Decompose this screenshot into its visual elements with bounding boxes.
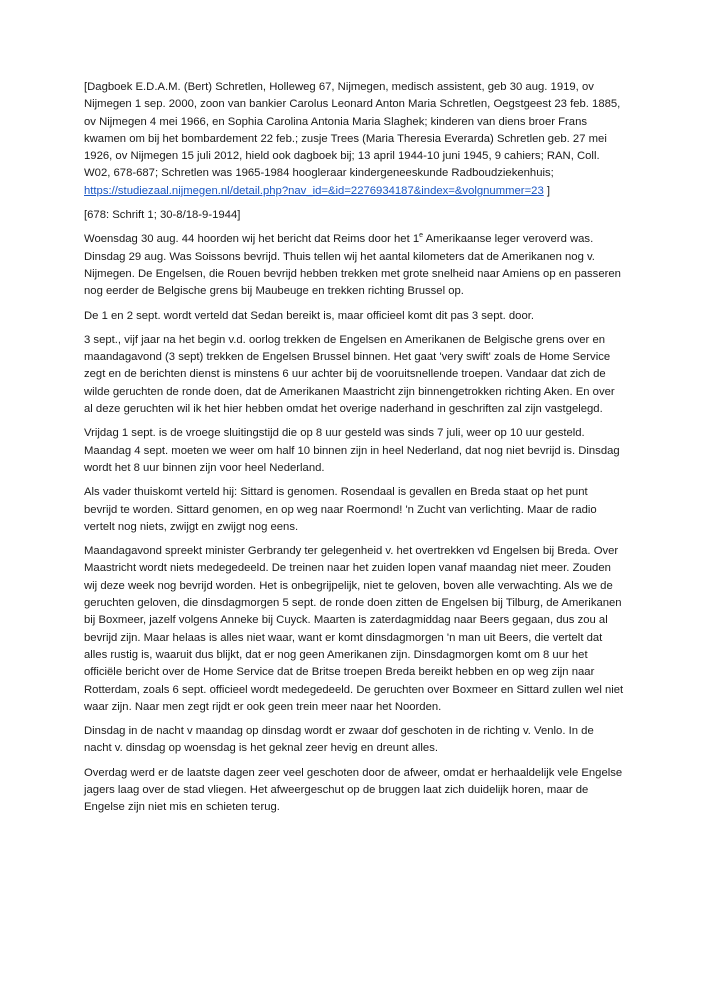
superscript-e: e: [419, 232, 424, 240]
section-reference: [678: Schrift 1; 30-8/18-9-1944]: [84, 209, 241, 222]
paragraph-3: 3 sept., vijf jaar na het begin v.d. oorlog trekken de Engelsen en Amerikanen de Belgische grens over en maandagavond (3 sept) trekken de Engelsen Brussel binnen. Het gaat 'very swift' zoals de Home Service zegt en de berichten dienst is minstens 6 uur achter bij de vooruitsnellende troepen. Vandaar dat zich de wilde geruchten de ronde doen, dat de Amerikanen Maastricht zijn binnengetrokken richting Aken. En over al deze geruchten wil ik het hier hebben omdat het overige naderhand in geschriften zal zijn vastgelegd.: [84, 333, 615, 416]
source-link[interactable]: https://studiezaal.nijmegen.nl/detail.php?nav_id=&id=2276934187&index=&volgnummer=23: [84, 184, 544, 197]
intro-paragraph: [84, 79, 624, 200]
paragraph-1: [84, 231, 624, 300]
intro-text: [Dagboek E.D.A.M. (Bert) Schretlen, Holleweg 67, Nijmegen, medisch assistent, geb 30 aug. 1919, ov Nijmegen 1 sep. 2000, zoon van bankier Carolus Leonard Anton Maria Schretlen, Oegstgeest 23 feb. 1885, ov Nijmegen 4 mei 1966, en Sophia Carolina Antonia Maria Slaghek; kinderen van diens broer Frans kwamen om bij het bombardement 22 feb.; zusje Trees (Maria Theresia Everarda) Schretlen geb. 27 mei 1926, ov Nijmegen 15 juli 2012, hield ook dagboek bij; 13 april 1944-10 juni 1945, 9 cahiers; RAN, Coll. W02, 678-687; Schretlen was 1965-1984 hoogleraar kindergeneeskunde Radboudziekenhuis;: [84, 81, 621, 180]
diary-document: [84, 79, 624, 824]
paragraph-8: Overdag werd er de laatste dagen zeer veel geschoten door de afweer, omdat er herhaaldelijk vele Engelse jagers laag over de stad vliegen. Het afweergeschut op de bruggen laat zich duidelijk horen, maar de Engelse zijn niet mis en schieten terug.: [84, 766, 623, 814]
paragraph-6: Maandagavond spreekt minister Gerbrandy ter gelegenheid v. het overtrekken vd Engelsen bij Breda. Over Maastricht wordt niets medegedeeld. De treinen naar het zuiden lopen vanaf maandag niet meer. Zouden wij deze week nog bevrijd worden. Het is onbegrijpelijk, niet te geloven, boven alle verwachting. Als we de geruchten geloven, die dinsdagmorgen 5 sept. de ronde doen zitten de Engelsen bij Tilburg, de Amerikanen bij Boxmeer, jazelf volgens Anneke bij Cuyck. Maarten is zaterdagmiddag naar Beers gegaan, dus zou al bevrijd zijn. Maar helaas is alles niet waar, want er komt dinsdagmorgen 'n man uit Beers, die vertelt dat alles rustig is, waaruit dus blijkt, dat er nog geen Amerikanen zijn. Dinsdagmorgen komt om 8 uur het officiële bericht over de Home Service dat de Britse troepen Breda bereikt hebben en op weg zijn naar Rotterdam, zoals 6 sept. officieel wordt medegedeeld. De geruchten over Boxmeer en Sittard zullen wel niet waar zijn. Naar men zegt rijdt er ook geen trein meer naar het Noorden.: [84, 545, 624, 713]
paragraph-4: Vrijdag 1 sept. is de vroege sluitingstijd die op 8 uur gesteld was sinds 7 juli, weer op 10 uur gesteld. Maandag 4 sept. moeten we weer om half 10 binnen zijn in heel Nederland, dat nog niet bevrijd is. Dinsdag wordt het 8 uur binnen zijn voor heel Nederland.: [84, 427, 620, 474]
paragraph-5: Als vader thuiskomt verteld hij: Sittard is genomen. Rosendaal is gevallen en Breda staat op het punt bevrijd te worden. Sittard genomen, en op weg naar Roermond! 'n Zucht van verlichting. Maar de radio vertelt nog niets, zwijgt en zwijgt nog eens.: [84, 486, 597, 533]
paragraph-1-start: Woensdag 30 aug. 44 hoorden wij het bericht dat Reims door het 1: [84, 233, 420, 246]
paragraph-2: De 1 en 2 sept. wordt verteld dat Sedan bereikt is, maar officieel komt dit pas 3 sept. door.: [84, 309, 535, 322]
paragraph-1-end: Amerikaanse leger veroverd was. Dinsdag 29 aug. Was Soissons bevrijd. Thuis tellen wij het aantal kilometers dat de Amerikanen nog v. Nijmegen. De Engelsen, die Rouen bevrijd hebben trekken met grote snelheid naar Amiens op en passeren nog eerder de Belgische grens bij Maubeuge en trekken richting Brussel op.: [84, 233, 621, 298]
paragraph-7: Dinsdag in de nacht v maandag op dinsdag wordt er zwaar dof geschoten in de richting v. Venlo. In de nacht v. dinsdag op woensdag is het geknal zeer hevig en dreunt alles.: [84, 725, 594, 755]
intro-close-bracket: ]: [543, 184, 551, 197]
